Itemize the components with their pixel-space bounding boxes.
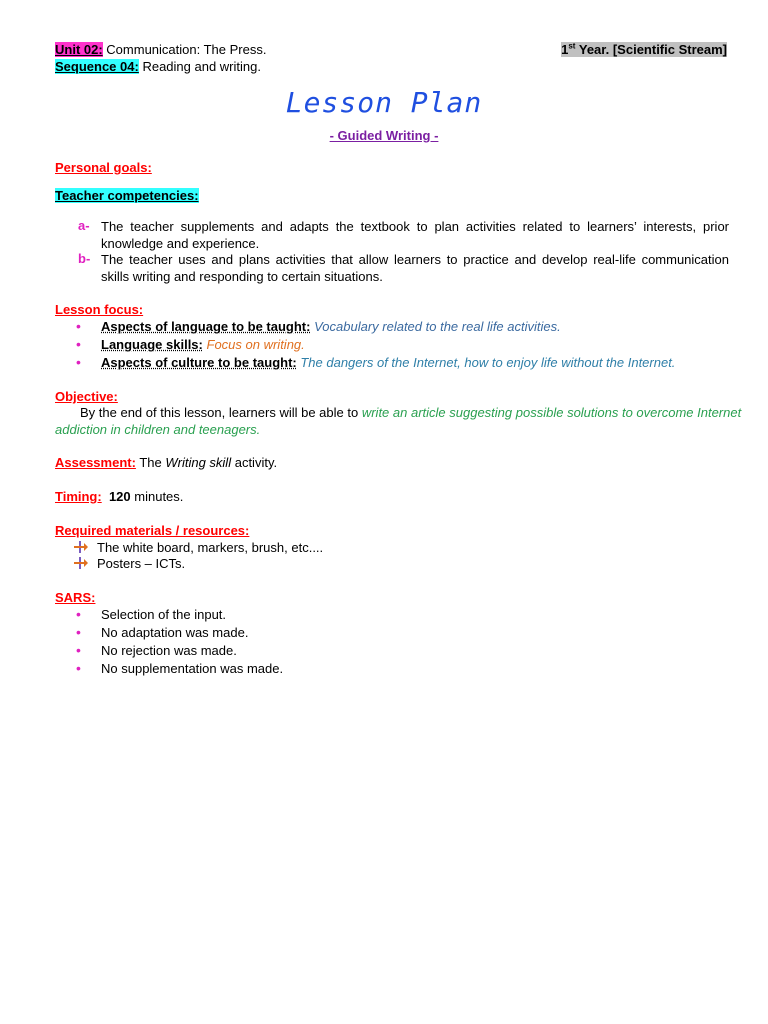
sars-heading: SARS: — [55, 590, 96, 605]
unit-text: Communication: The Press. — [106, 42, 267, 57]
materials-heading: Required materials / resources: — [55, 523, 250, 538]
focus-value: The dangers of the Internet, how to enjoy life without the Internet. — [300, 355, 676, 370]
material-item: Posters – ICTs. — [97, 556, 186, 571]
objective-goal-2: addiction in children and teenagers. — [55, 422, 261, 437]
sars-item: No adaptation was made. — [101, 625, 249, 640]
lesson-focus-heading: Lesson focus: — [55, 302, 144, 317]
assessment-post: activity. — [234, 455, 278, 470]
year-text: Year. [Scientific Stream] — [578, 42, 727, 58]
assessment-pre: The — [139, 455, 162, 470]
objective-goal-1: write an article suggesting possible solutions to overcome Internet — [361, 405, 742, 420]
competency-item-b: The teacher uses and plans activities that allow learners to practice and develop real-life communication skills writing and responding to certain situations. — [101, 252, 729, 284]
sequence-text: Reading and writing. — [142, 59, 261, 74]
year-number: 1 — [561, 42, 569, 58]
focus-label: Aspects of culture to be taught: — [101, 355, 297, 370]
unit-label: Unit 02: — [55, 42, 103, 57]
focus-value: Focus on writing. — [206, 337, 305, 352]
focus-item-culture — [101, 355, 675, 370]
focus-item-language — [101, 319, 561, 334]
sars-item: No rejection was made. — [101, 643, 237, 658]
focus-value: Vocabulary related to the real life activities. — [314, 319, 561, 334]
sars-item: Selection of the input. — [101, 607, 227, 622]
focus-label: Language skills: — [101, 337, 203, 352]
focus-item-skills — [101, 337, 305, 352]
assessment-heading: Assessment: — [55, 455, 136, 470]
timing-line — [55, 489, 183, 504]
assessment-line — [55, 455, 277, 470]
arrow-bullet-icon — [74, 557, 88, 569]
competency-item-a: The teacher supplements and adapts the textbook to plan activities related to learners’ interests, prior knowledge and experience. — [101, 219, 729, 251]
sars-bullet: • — [76, 660, 81, 676]
sars-bullet: • — [76, 642, 81, 658]
sequence-label: Sequence 04: — [55, 59, 139, 74]
page-subtitle: - Guided Writing - — [329, 128, 439, 143]
sequence-line — [55, 59, 261, 74]
sars-bullet: • — [76, 624, 81, 640]
objective-heading: Objective: — [55, 389, 118, 404]
focus-bullet-1: • — [76, 318, 81, 334]
timing-unit: minutes. — [134, 489, 184, 504]
sars-item: No supplementation was made. — [101, 661, 284, 676]
objective-line-1 — [80, 405, 741, 420]
assessment-italic: Writing skill — [165, 455, 232, 470]
sars-bullet: • — [76, 606, 81, 622]
teacher-competencies-heading: Teacher competencies: — [55, 188, 199, 203]
personal-goals-heading: Personal goals: — [55, 160, 152, 175]
competency-marker-b: b- — [78, 251, 91, 266]
timing-value: 120 — [108, 489, 131, 504]
focus-bullet-3: • — [76, 354, 81, 370]
year-line — [561, 42, 727, 57]
competency-marker-a: a- — [78, 218, 90, 233]
arrow-bullet-icon — [74, 541, 88, 553]
unit-line — [55, 42, 266, 57]
focus-bullet-2: • — [76, 336, 81, 352]
timing-heading: Timing: — [55, 489, 102, 504]
material-item: The white board, markers, brush, etc.... — [97, 540, 324, 555]
year-suffix: st — [568, 42, 576, 51]
focus-label: Aspects of language to be taught: — [101, 319, 311, 334]
page-title: Lesson Plan — [285, 86, 483, 119]
objective-intro: By the end of this lesson, learners will be able to — [80, 405, 359, 420]
